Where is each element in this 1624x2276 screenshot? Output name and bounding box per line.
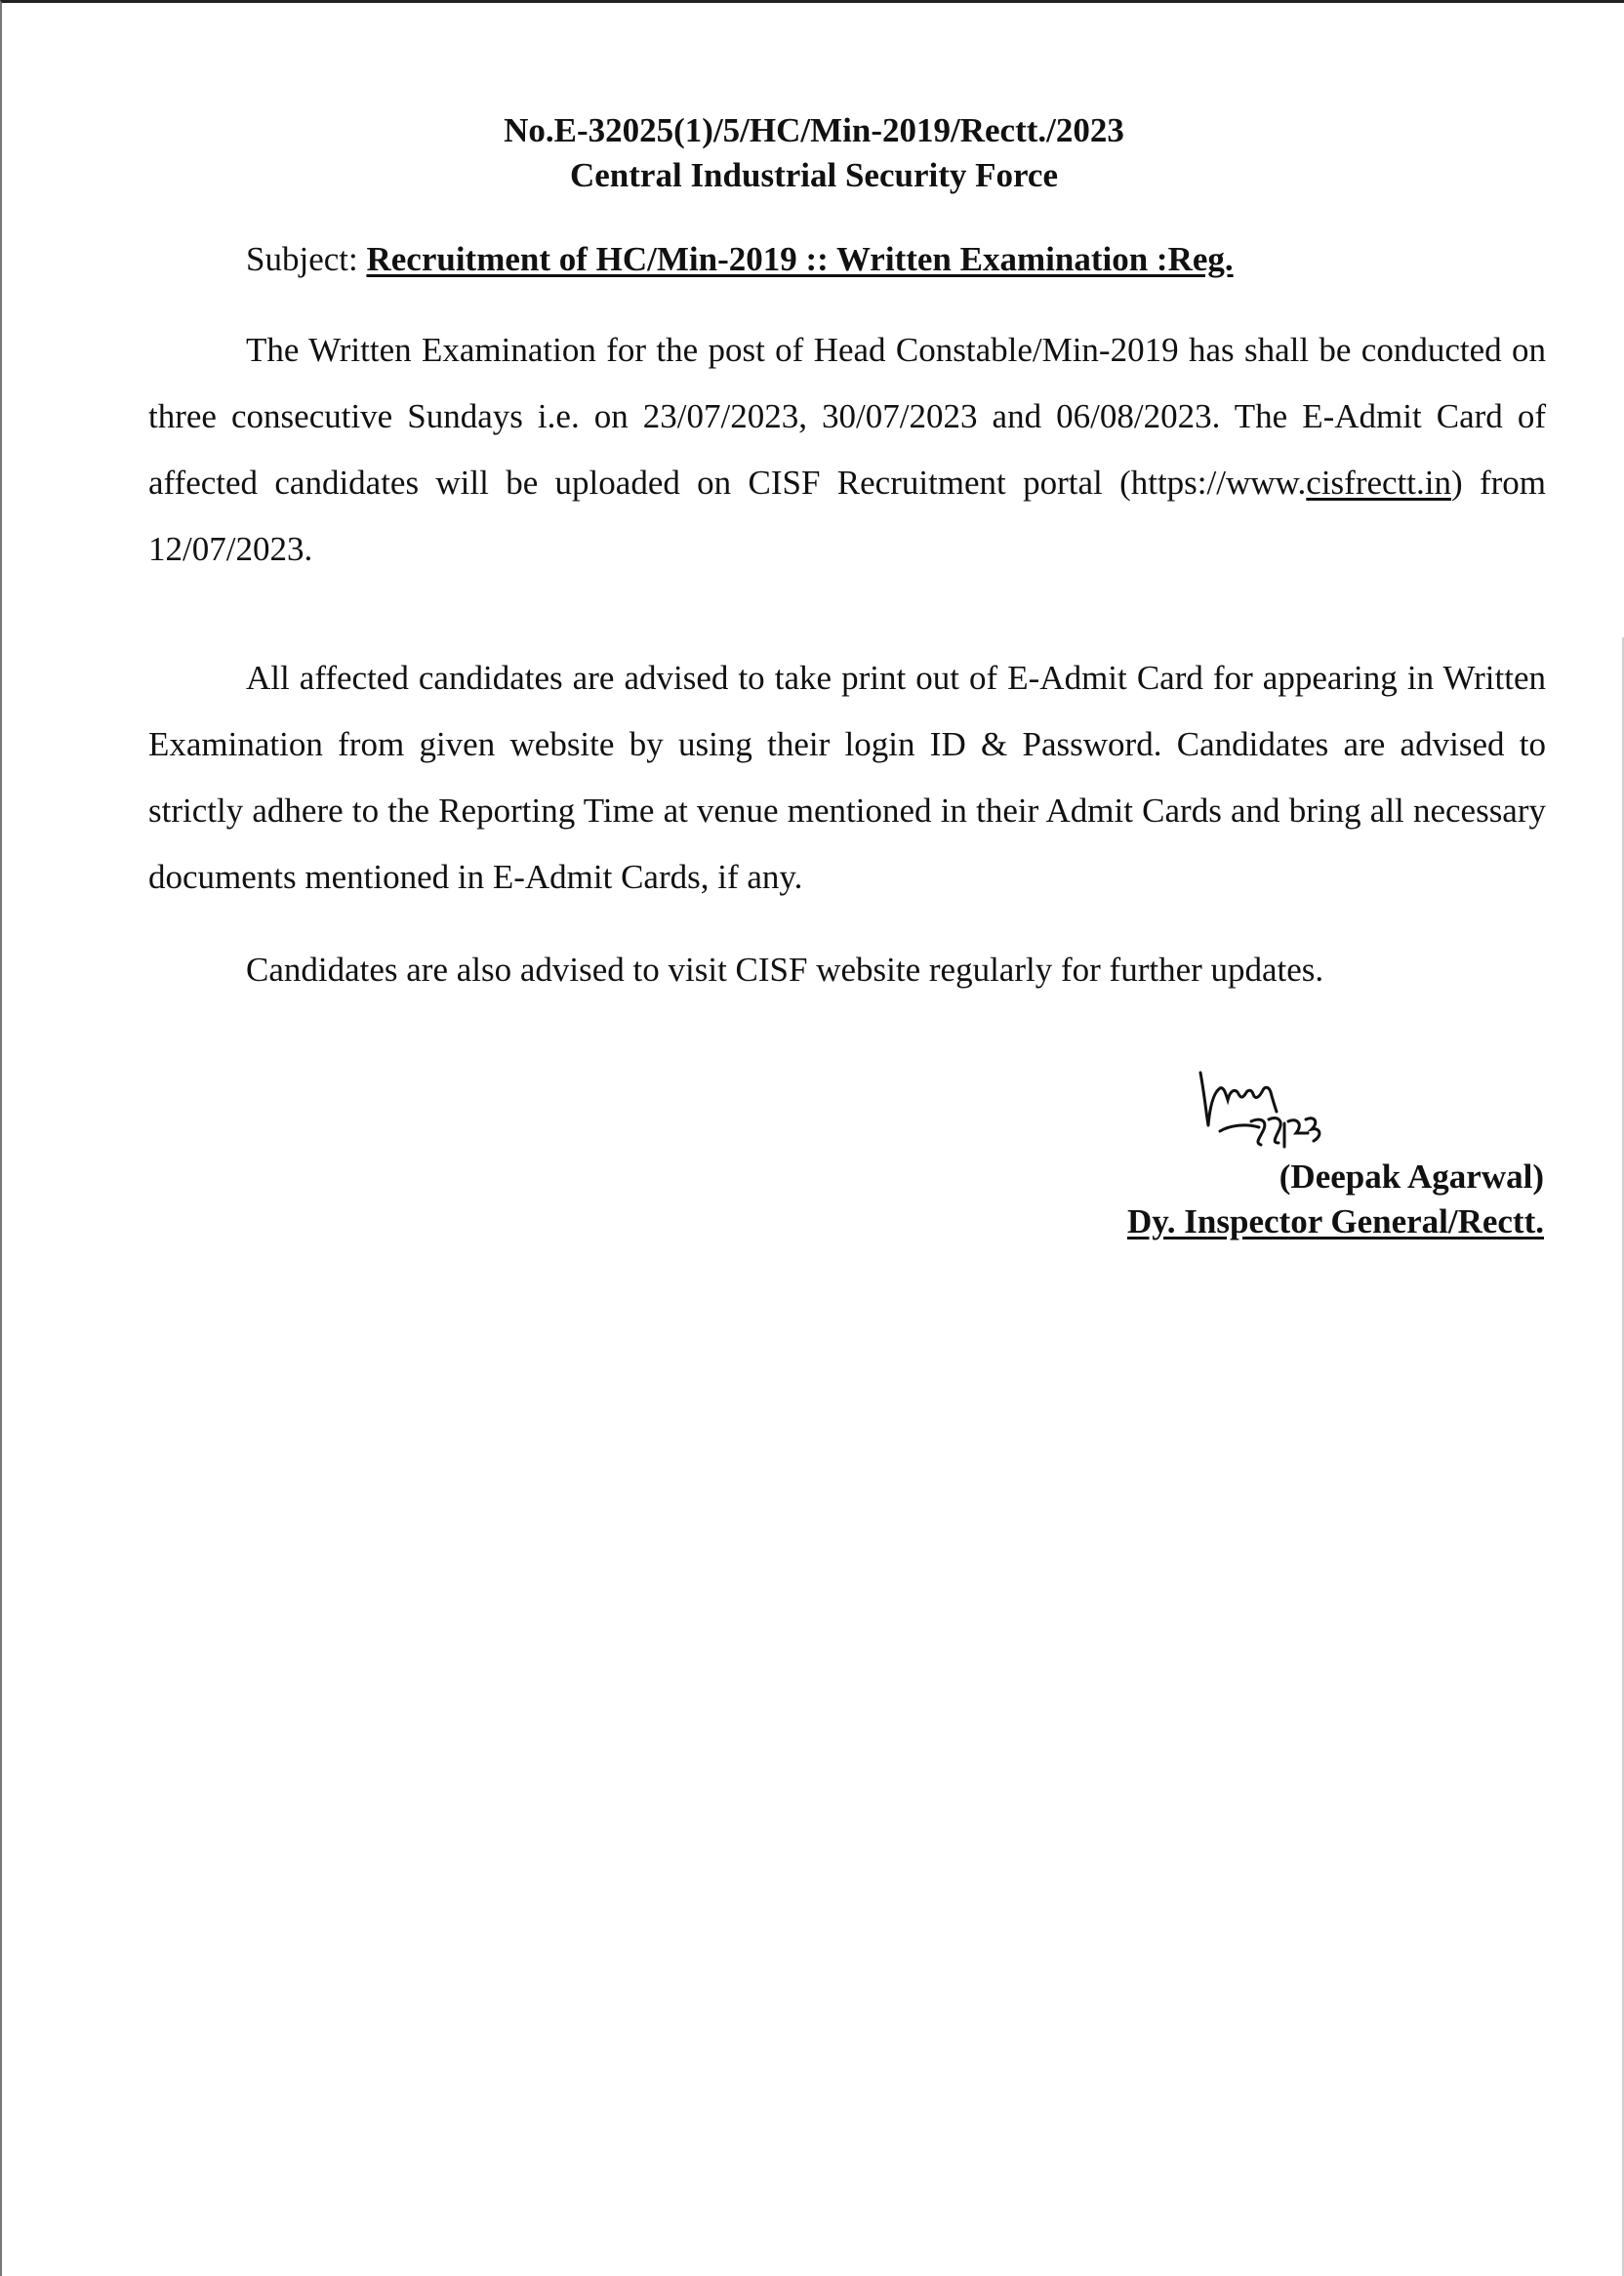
paragraph-exam-schedule-text: The Written Examination for the post of Head Constable/Min-2019 has shall be conducted on three consecutive Sundays i.e. on 23/07/2023, 30/07/2023 and 06/08/2023. The E-Admit Card of affected candidates will be uploaded on CISF Recruitment portal (https://www. (148, 331, 1546, 502)
reference-number: No.E-32025(1)/5/HC/Min-2019/Rectt./2023 (504, 111, 1124, 149)
signatory-name: (Deepak Agarwal) (1279, 1158, 1544, 1196)
portal-link[interactable]: cisfrectt.in (1306, 464, 1451, 502)
paragraph-exam-schedule-end: ) from 12/07/2023. (148, 464, 1546, 568)
subject-label: Subject: (246, 240, 367, 278)
paragraph-exam-schedule (148, 317, 1546, 583)
subject-text: Recruitment of HC/Min-2019 :: Written Examination :Reg. (366, 240, 1234, 278)
signatory-designation: Dy. Inspector General/Rectt. (1126, 1202, 1544, 1240)
paragraph-website-advice: Candidates are also advised to visit CISF website regularly for further updates. (246, 951, 1324, 989)
organization-name: Central Industrial Security Force (570, 156, 1058, 194)
signature-image (1191, 1065, 1405, 1162)
document-header (2, 108, 1624, 198)
subject-line (246, 237, 1234, 282)
paragraph-admit-card-instructions: All affected candidates are advised to take print out of E-Admit Card for appearing in Written Examination from given website by using their login ID & Password. Candidates are advised to strictly adhere to the Reporting Time at venue mentioned in their Admit Cards and bring all necessary documents mentioned in E-Admit Cards, if any. (148, 659, 1546, 896)
